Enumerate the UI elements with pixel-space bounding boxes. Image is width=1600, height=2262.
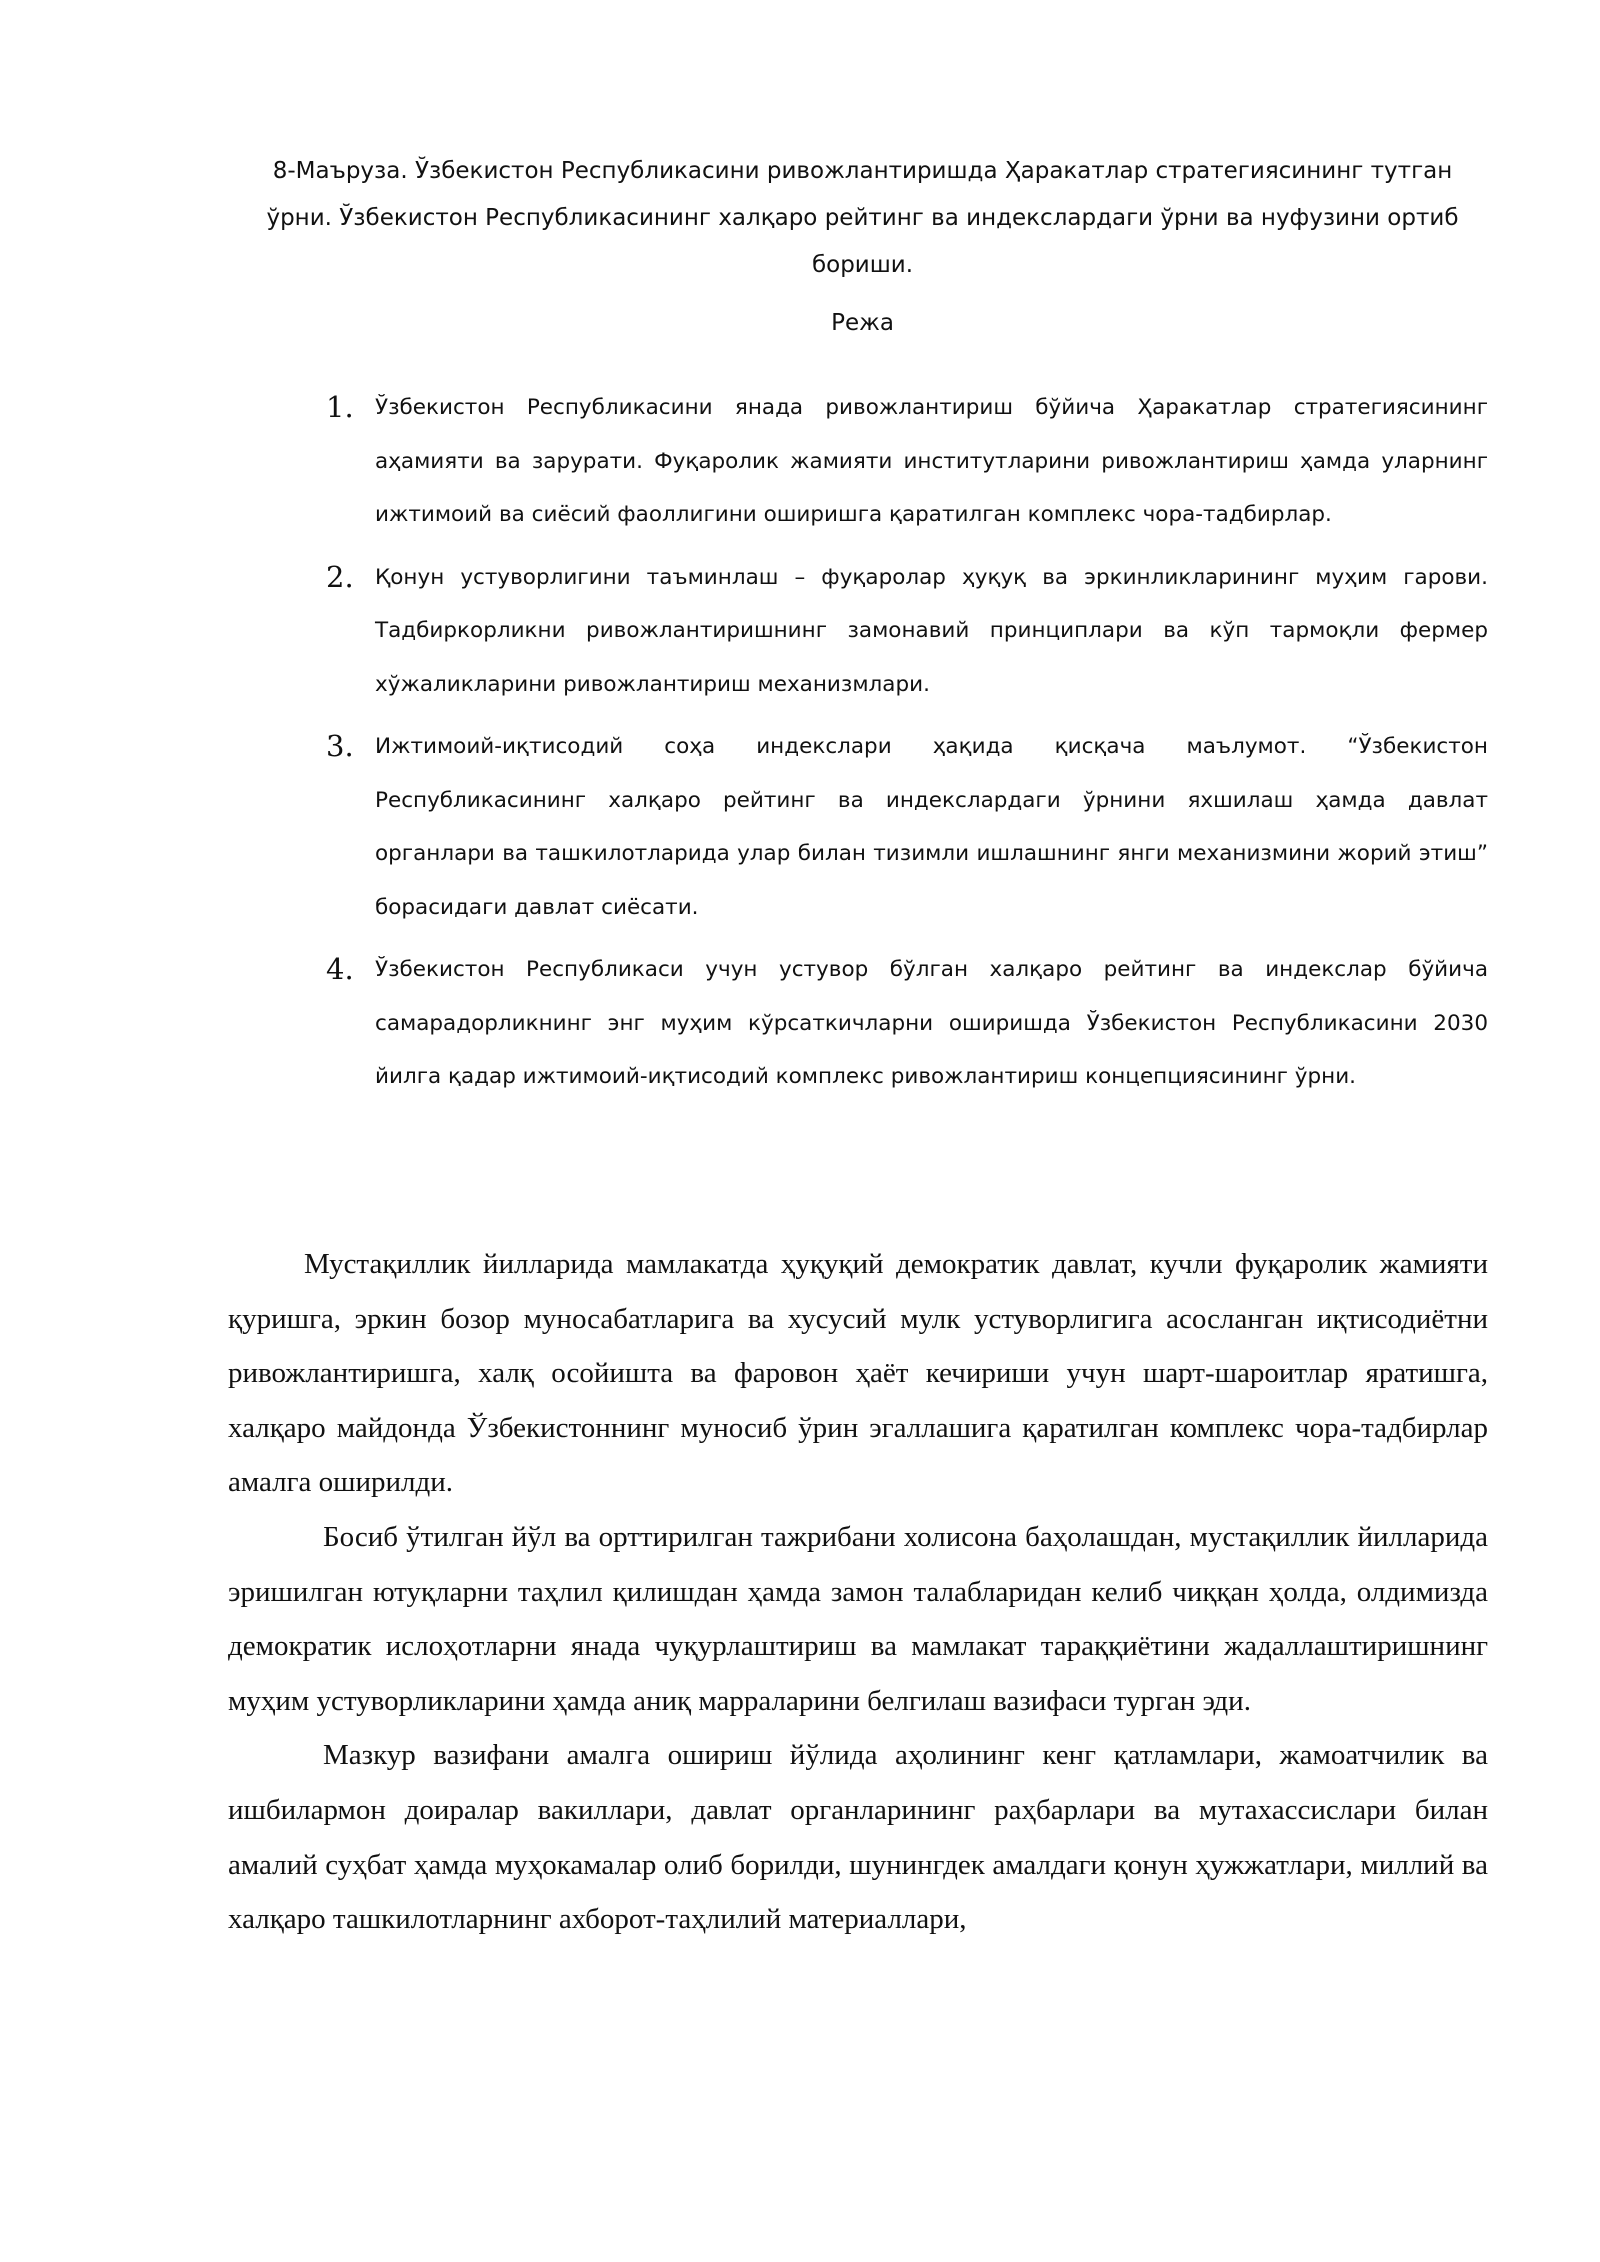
plan-item-number: 3. (326, 729, 354, 763)
body-paragraph: Босиб ўтилган йўл ва орттирилган тажрибани холисона баҳолашдан, мустақиллик йилларида эришилган ютуқларни таҳлил қилишдан ҳамда замон талабларидан келиб чиққан ҳолда, олдимизда демократик ислоҳотларни янада чуқурлаштириш ва мамлакат тараққиётини жадаллаштиришнинг муҳим устуворликларини ҳамда аниқ марраларини белгилаш вазифаси турган эди. (228, 1520, 1488, 1717)
plan-heading: Режа (831, 310, 894, 336)
plan-item-number: 1. (326, 390, 354, 424)
plan-item-3 (0, 720, 1600, 934)
plan-item-text: Ижтимоий-иқтисодий соҳа индекслари ҳақида қисқача маълумот. “Ўзбекистон Республикасининг халқаро рейтинг ва индекслардаги ўрнини яхшилаш ҳамда давлат органлари ва ташкилотларида улар билан тизимли ишлашнинг янги механизмини жорий этиш” борасидаги давлат сиёсати. (375, 734, 1488, 920)
plan-item-number: 4. (326, 952, 354, 986)
plan-item-text: Ўзбекистон Республикасини янада ривожлантириш бўйича Ҳаракатлар стратегиясининг аҳамияти ва зарурати. Фуқаролик жамияти институтларини ривожлантириш ҳамда уларнинг ижтимоий ва сиёсий фаоллигини оширишга қаратилган комплекс чора-тадбирлар. (375, 395, 1488, 527)
plan-item-2 (0, 551, 1600, 712)
plan-item-number: 2. (326, 559, 354, 594)
plan-item-4 (0, 943, 1600, 1104)
plan-list (0, 381, 1600, 1113)
body-paragraph: Мустақиллик йилларида мамлакатда ҳуқуқий демократик давлат, кучли фуқаролик жамияти қуришга, эркин бозор муносабатларига ва хусусий мулк устуворлигига асосланган иқтисодиётни ривожлантиришга, халқ осойишта ва фаровон ҳаёт кечириши учун шарт-шароитлар яратишга, халқаро майдонда Ўзбекистоннинг муносиб ўрин эгаллашига қаратилган комплекс чора-тадбирлар амалга оширилди. (228, 1248, 1488, 1499)
lecture-title: 8-Маъруза. Ўзбекистон Республикасини ривожлантиришда Ҳаракатлар стратегиясининг тутган ўрни. Ўзбекистон Республикасининг халқаро рейтинг ва индекслардаги ўрни ва нуфузини ортиб бориши. (266, 158, 1459, 278)
plan-item-text: Қонун устуворлигини таъминлаш – фуқаролар ҳуқуқ ва эркинликларининг муҳим гарови. Тадбиркорликни ривожлантиришнинг замонавий принциплари ва кўп тармоқли фермер хўжаликларини ривожлантириш механизмлари. (375, 564, 1488, 697)
body-paragraph: Мазкур вазифани амалга ошириш йўлида аҳолининг кенг қатламлари, жамоатчилик ва ишбилармон доиралар вакиллари, давлат органларининг раҳбарлари ва мутахассислари билан амалий суҳбат ҳамда муҳокамалар олиб борилди, шунингдек амалдаги қонун ҳужжатлари, миллий ва халқаро ташкилотларнинг ахборот-таҳлилий материаллари, (228, 1739, 1488, 1936)
plan-item-text: Ўзбекистон Республикаси учун устувор бўлган халқаро рейтинг ва индекслар бўйича самарадорликнинг энг муҳим кўрсаткичларни оширишда Ўзбекистон Республикасини 2030 йилга қадар ижтимоий-иқтисодий комплекс ривожлантириш концепциясининг ўрни. (375, 957, 1488, 1089)
plan-item-1 (0, 381, 1600, 542)
body-text (228, 1237, 1488, 1947)
